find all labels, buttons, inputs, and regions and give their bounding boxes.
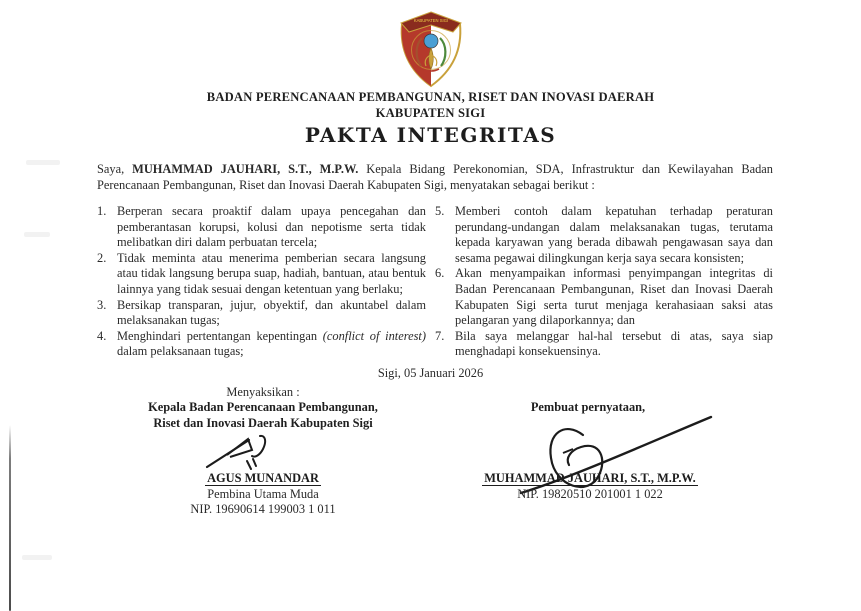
witness-signature-icon: [203, 433, 285, 475]
seal-banner-text: KABUPATEN SIGI: [413, 18, 449, 23]
list-item-text: Akan menyampaikan informasi penyimpangan integritas di Badan Perencanaan Pembangunan, Riset dan Inovasi Daerah Kabupaten Sigi serta turut menjaga kerahasiaan saksi atas pelangaran yang dilaporkannya; dan: [455, 266, 773, 328]
list-item-text: Bila saya melanggar hal-hal tersebut di atas, saya siap menghadapi konsekuensinya.: [455, 328, 773, 359]
list-item-number: 4.: [97, 328, 107, 343]
list-item: [435, 329, 773, 360]
witness-label: Menyaksikan :: [226, 385, 300, 399]
witness-name: AGUS MUNANDAR: [207, 471, 319, 485]
list-item-text: Bersikap transparan, jujur, obyektif, dan akuntabel dalam melaksanakan tugas;: [117, 297, 426, 328]
witness-identity: [108, 471, 418, 518]
statements-column-right: [435, 204, 773, 360]
agency-name-line2: KABUPATEN SIGI: [375, 105, 486, 120]
list-item: [97, 298, 426, 329]
list-item: [435, 204, 773, 266]
list-item-number: 1.: [97, 204, 107, 218]
scan-artifact-smudge: [26, 160, 60, 165]
list-item-text: Memberi contoh dalam kepatuhan terhadap peraturan perundang-undangan dalam melaksanakan tugas, terutama kepada karyawan yang berada dibawah pengawasan saya dan sesama pegawai dilingkungan kerja saya secara konsisten;: [455, 204, 773, 265]
declarant-label: Pembuat pernyataan,: [530, 400, 646, 414]
statements-column-left: [97, 204, 426, 360]
list-item-number: 5.: [435, 204, 445, 218]
list-item-italic-phrase: (conflict of interest): [322, 328, 426, 343]
list-item-number: 2.: [97, 250, 107, 265]
list-item: [97, 329, 426, 360]
letterhead: [0, 90, 861, 121]
declarant-nip: NIP. 19820510 201001 1 022: [517, 486, 663, 501]
kabupaten-sigi-seal-icon: [387, 11, 475, 89]
scan-artifact-smudge: [24, 232, 50, 237]
list-item-text: Berperan secara proaktif dalam upaya pencegahan dan pemberantasan korupsi, kolusi dan nepotisme serta tidak melibatkan diri dalam perbuatan tercela;: [117, 204, 426, 250]
witness-title-line1: Kepala Badan Perencanaan Pembangunan,: [148, 400, 378, 415]
list-item: [435, 266, 773, 328]
list-item-text: Menghindari pertentangan kepentingan: [117, 328, 323, 343]
scan-artifact-smudge: [22, 555, 52, 560]
statements-columns: [97, 204, 773, 360]
intro-prefix: Saya,: [97, 162, 133, 176]
seal-blue-orb: [424, 34, 438, 48]
list-item: [97, 204, 426, 251]
list-item-number: 6.: [435, 266, 445, 281]
list-item: [97, 251, 426, 298]
list-item-text-after: dalam pelaksanaan tugas;: [117, 344, 244, 359]
agency-name-line1: BADAN PERENCANAAN PEMBANGUNAN, RISET DAN INOVASI DAERAH: [206, 90, 655, 104]
place-date-line: Sigi, 05 Januari 2026: [377, 366, 484, 380]
document-title: PAKTA INTEGRITAS: [304, 123, 557, 147]
list-item-text: Tidak meminta atau menerima pemberian secara langsung atau tidak langsung berupa suap, hadiah, bantuan, atau bentuk lainnya yang tidak sesuai dengan ketentuan yang berlaku;: [117, 250, 426, 296]
declarant-identity: [452, 471, 728, 502]
witness-heading: [108, 385, 418, 431]
declarant-name: MUHAMMAD JAUHARI, S.T., M.P.W.: [484, 471, 696, 485]
witness-title-line2: Riset dan Inovasi Daerah Kabupaten Sigi: [153, 415, 373, 430]
list-item-number: 3.: [97, 297, 107, 312]
witness-rank: Pembina Utama Muda: [207, 486, 319, 501]
witness-nip: NIP. 19690614 199003 1 011: [190, 502, 336, 517]
scan-artifact-line: [9, 425, 11, 611]
declarant-name-inline: MUHAMMAD JAUHARI, S.T., M.P.W.: [132, 162, 359, 176]
list-item-number: 7.: [435, 328, 445, 343]
intro-paragraph: [97, 162, 773, 194]
intro-rest: Kepala Bidang Perekonomian, SDA, Infrastruktur dan Kewilayahan Badan Perencanaan Pembangunan, Riset dan Inovasi Daerah Kabupaten Sigi, menyatakan sebagai berikut :: [97, 162, 773, 192]
